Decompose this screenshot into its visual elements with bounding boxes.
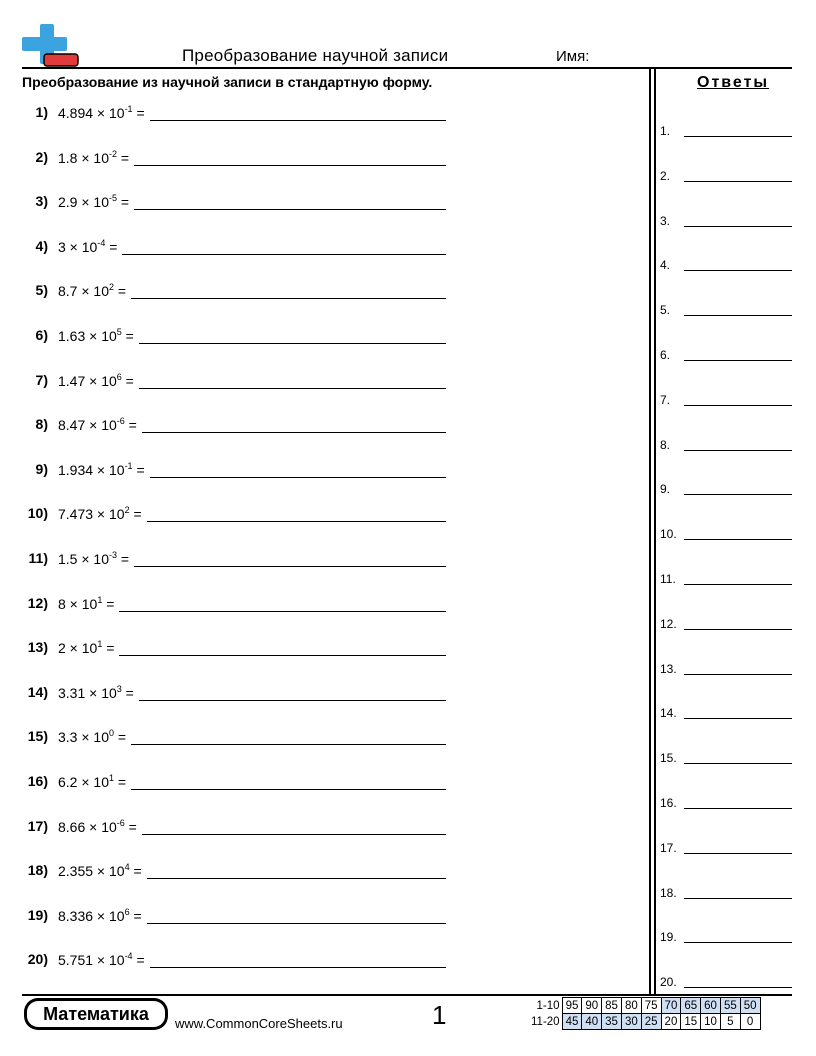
- mantissa: 8.47 × 10: [58, 417, 117, 434]
- equals-sign: =: [124, 417, 137, 434]
- exponent: -6: [116, 817, 125, 828]
- equals-sign: =: [121, 684, 134, 701]
- answer-key-blank[interactable]: [684, 315, 792, 316]
- answer-blank[interactable]: [147, 923, 446, 924]
- problem-row: [0, 550, 640, 572]
- problem-number: 12): [27, 594, 48, 611]
- column-divider: [649, 68, 651, 994]
- score-cell: 35: [602, 1014, 622, 1030]
- problem-expression: [58, 952, 145, 968]
- problem-number: 16): [27, 773, 48, 789]
- answer-number: 15.: [660, 751, 677, 766]
- score-cell: 15: [681, 1014, 701, 1030]
- problem-row: [0, 595, 640, 617]
- answer-row: [660, 482, 792, 502]
- answer-key-blank[interactable]: [684, 136, 792, 137]
- problem-expression: [58, 462, 145, 478]
- exponent: -4: [97, 237, 106, 248]
- problem-expression: [58, 283, 126, 299]
- answer-blank[interactable]: [147, 521, 446, 522]
- problem-row: [0, 372, 640, 394]
- answer-row: [660, 886, 792, 906]
- exponent: -1: [124, 460, 133, 471]
- answer-row: [660, 527, 792, 547]
- score-cell: 90: [582, 998, 602, 1014]
- score-row: [528, 998, 760, 1014]
- answer-row: [660, 796, 792, 816]
- problem-expression: [58, 551, 129, 567]
- score-cell: 80: [621, 998, 641, 1014]
- exponent: 1: [97, 639, 103, 650]
- score-cell: 0: [740, 1014, 760, 1030]
- equals-sign: =: [121, 372, 134, 389]
- equals-sign: =: [132, 461, 145, 478]
- answer-row: [660, 617, 792, 637]
- problem-expression: [58, 194, 129, 210]
- answer-blank[interactable]: [139, 700, 446, 701]
- answer-blank[interactable]: [131, 789, 446, 790]
- subject-badge: [24, 998, 168, 1030]
- answer-key-blank[interactable]: [684, 718, 792, 719]
- answer-row: [660, 751, 792, 771]
- answer-key-blank[interactable]: [684, 674, 792, 675]
- answer-blank[interactable]: [139, 388, 446, 389]
- mantissa: 2 × 10: [58, 640, 98, 657]
- mantissa: 1.8 × 10: [58, 149, 109, 166]
- exponent: -5: [109, 193, 118, 204]
- mantissa: 1.5 × 10: [58, 551, 109, 567]
- score-cell: 10: [701, 1014, 721, 1030]
- math-logo-icon: [22, 24, 80, 68]
- answer-blank[interactable]: [150, 477, 446, 478]
- problem-number: 13): [27, 639, 48, 656]
- problem-row: [0, 951, 640, 973]
- score-cell: 45: [562, 1014, 582, 1030]
- exponent: 6: [116, 371, 122, 382]
- equals-sign: =: [117, 194, 130, 211]
- answer-key-blank[interactable]: [684, 584, 792, 585]
- problem-expression: [58, 105, 145, 121]
- score-cell: 25: [641, 1014, 661, 1030]
- mantissa: 1.63 × 10: [58, 328, 117, 344]
- mantissa: 4.894 × 10: [58, 105, 125, 121]
- score-cell: 75: [641, 998, 661, 1014]
- answer-number: 1.: [660, 124, 671, 138]
- answer-key-blank[interactable]: [684, 629, 792, 630]
- exponent: 2: [124, 505, 130, 516]
- header-divider: [22, 67, 792, 69]
- answer-number: 18.: [660, 885, 677, 900]
- problem-row: [0, 282, 640, 304]
- problem-row: [0, 639, 640, 661]
- answer-number: 7.: [660, 392, 671, 407]
- mantissa: 3.3 × 10: [58, 729, 109, 746]
- problem-expression: [58, 150, 129, 166]
- answer-key-blank[interactable]: [684, 360, 792, 361]
- equals-sign: =: [117, 149, 130, 166]
- equals-sign: =: [114, 729, 127, 746]
- answer-key-blank[interactable]: [684, 808, 792, 809]
- answer-number: 16.: [660, 796, 677, 810]
- exponent: 1: [109, 773, 115, 783]
- exponent: -2: [109, 148, 118, 159]
- score-cell: 70: [661, 998, 681, 1014]
- exponent: 3: [116, 683, 122, 694]
- answer-row: [660, 975, 792, 995]
- answer-key-blank[interactable]: [684, 898, 792, 899]
- score-row-label: 1-10: [536, 999, 560, 1012]
- subject-badge-label: Математика: [27, 1001, 165, 1027]
- score-cell: 20: [661, 1014, 681, 1030]
- problem-number: 20): [27, 951, 48, 968]
- answer-blank[interactable]: [131, 744, 446, 745]
- answer-blank[interactable]: [150, 120, 446, 121]
- score-cell: 30: [621, 1014, 641, 1030]
- answer-key-blank[interactable]: [684, 987, 792, 988]
- equals-sign: =: [102, 640, 115, 657]
- answer-number: 3.: [660, 213, 671, 228]
- answer-row: [660, 841, 792, 861]
- exponent: 1: [97, 594, 103, 605]
- page-number: 1: [432, 1000, 447, 1030]
- exponent: 5: [116, 327, 122, 337]
- instructions: Преобразование из научной записи в стандартную форму.: [22, 74, 433, 90]
- answer-key-blank[interactable]: [684, 450, 792, 451]
- answer-number: 14.: [660, 706, 677, 721]
- column-divider: [654, 68, 656, 994]
- problem-row: [0, 149, 640, 171]
- problem-number: 6): [35, 327, 48, 343]
- problem-row: [0, 461, 640, 483]
- score-cell: 40: [582, 1014, 602, 1030]
- answer-number: 13.: [660, 661, 677, 676]
- answer-blank[interactable]: [131, 298, 446, 299]
- score-cell: 50: [740, 998, 760, 1014]
- answer-blank[interactable]: [142, 834, 446, 835]
- answer-blank[interactable]: [147, 878, 446, 879]
- answer-blank[interactable]: [142, 432, 446, 433]
- problem-expression: [58, 640, 114, 656]
- problem-row: [0, 728, 640, 750]
- problem-expression: [58, 328, 134, 344]
- problem-number: 5): [35, 282, 48, 299]
- mantissa: 2.9 × 10: [58, 194, 109, 211]
- problem-expression: [58, 819, 137, 835]
- mantissa: 2.355 × 10: [58, 863, 125, 880]
- equals-sign: =: [105, 238, 118, 255]
- answer-blank[interactable]: [139, 343, 446, 344]
- answer-row: [660, 438, 792, 458]
- answer-number: 11.: [660, 572, 676, 586]
- equals-sign: =: [114, 283, 127, 300]
- problem-number: 17): [27, 817, 48, 834]
- problem-number: 4): [35, 237, 48, 254]
- problem-row: [0, 818, 640, 840]
- score-row: [528, 1014, 760, 1030]
- problem-expression: [58, 373, 134, 389]
- problem-expression: [58, 908, 142, 924]
- answer-row: [660, 303, 792, 323]
- problem-row: [0, 238, 640, 260]
- answer-number: 9.: [660, 482, 671, 497]
- problem-row: [0, 907, 640, 929]
- answer-blank[interactable]: [150, 967, 446, 968]
- answers-title: Ответы: [697, 74, 770, 91]
- answer-number: 2.: [660, 168, 671, 183]
- exponent: 6: [124, 906, 130, 917]
- answer-key-blank[interactable]: [684, 539, 792, 540]
- answer-row: [660, 124, 792, 144]
- mantissa: 8.66 × 10: [58, 818, 117, 835]
- problem-number: 8): [35, 416, 48, 433]
- problem-expression: [58, 863, 142, 879]
- score-cell: 5: [720, 1014, 740, 1030]
- answer-blank[interactable]: [134, 209, 446, 210]
- problem-number: 1): [35, 104, 48, 120]
- problem-row: [0, 773, 640, 795]
- problem-number: 10): [27, 505, 48, 522]
- answer-number: 6.: [660, 348, 671, 362]
- answer-row: [660, 393, 792, 413]
- answer-number: 8.: [660, 437, 671, 452]
- website-link[interactable]: www.CommonCoreSheets.ru: [175, 1016, 343, 1031]
- equals-sign: =: [124, 818, 137, 835]
- problem-number: 19): [27, 906, 48, 923]
- problem-expression: [58, 729, 126, 745]
- exponent: -3: [109, 550, 118, 560]
- problem-row: [0, 193, 640, 215]
- exponent: -4: [124, 951, 133, 962]
- answer-row: [660, 169, 792, 189]
- answer-row: [660, 572, 792, 592]
- worksheet-title: Преобразование научной записи: [182, 46, 449, 65]
- problem-expression: [58, 596, 114, 612]
- answer-blank[interactable]: [119, 655, 446, 656]
- problem-number: 18): [27, 862, 48, 879]
- problem-expression: [58, 239, 117, 255]
- mantissa: 8.7 × 10: [58, 283, 109, 300]
- problem-row: [0, 684, 640, 706]
- problem-row: [0, 416, 640, 438]
- problem-expression: [58, 417, 137, 433]
- mantissa: 1.47 × 10: [58, 372, 117, 389]
- exponent: -6: [116, 416, 125, 427]
- equals-sign: =: [129, 506, 142, 523]
- answer-key-blank[interactable]: [684, 494, 792, 495]
- mantissa: 3 × 10: [58, 238, 98, 255]
- mantissa: 7.473 × 10: [58, 506, 125, 523]
- mantissa: 5.751 × 10: [58, 952, 125, 969]
- footer-divider: [22, 994, 792, 996]
- answer-number: 12.: [660, 616, 677, 631]
- answer-number: 10.: [660, 527, 677, 542]
- answer-blank[interactable]: [119, 611, 446, 612]
- answer-row: [660, 662, 792, 682]
- mantissa: 3.31 × 10: [58, 684, 117, 701]
- name-label: Имя:: [556, 48, 590, 65]
- answer-key-blank[interactable]: [684, 270, 792, 271]
- answer-row: [660, 930, 792, 950]
- problem-row: [0, 104, 640, 126]
- mantissa: 8.336 × 10: [58, 907, 125, 924]
- score-cell: 95: [562, 998, 582, 1014]
- equals-sign: =: [121, 328, 134, 344]
- problem-number: 3): [35, 193, 48, 210]
- problem-number: 11): [28, 550, 48, 566]
- answer-key-blank[interactable]: [684, 853, 792, 854]
- answer-number: 5.: [660, 303, 671, 318]
- problem-expression: [58, 774, 126, 790]
- problem-number: 2): [35, 148, 48, 165]
- problem-expression: [58, 506, 142, 522]
- problem-number: 9): [35, 460, 48, 477]
- score-row-label: 11-20: [531, 1015, 560, 1028]
- equals-sign: =: [129, 907, 142, 924]
- score-cell: 85: [602, 998, 622, 1014]
- equals-sign: =: [102, 595, 115, 612]
- mantissa: 1.934 × 10: [58, 461, 125, 478]
- problem-number: 15): [27, 728, 48, 745]
- answer-key-blank[interactable]: [684, 405, 792, 406]
- problem-number: 7): [35, 371, 48, 388]
- answer-number: 19.: [660, 930, 677, 945]
- answer-number: 4.: [660, 258, 671, 273]
- mantissa: 6.2 × 10: [58, 774, 109, 790]
- problem-row: [0, 327, 640, 349]
- equals-sign: =: [129, 863, 142, 880]
- answer-number: 20.: [660, 975, 677, 990]
- problem-expression: [58, 685, 134, 701]
- answer-row: [660, 214, 792, 234]
- score-cell: 55: [720, 998, 740, 1014]
- answer-row: [660, 348, 792, 368]
- exponent: 0: [109, 728, 115, 739]
- score-table: [528, 997, 761, 1030]
- mantissa: 8 × 10: [58, 595, 98, 612]
- score-cell: 65: [681, 998, 701, 1014]
- equals-sign: =: [132, 105, 145, 121]
- answer-row: [660, 258, 792, 278]
- problem-row: [0, 505, 640, 527]
- answer-row: [660, 706, 792, 726]
- problem-row: [0, 862, 640, 884]
- problem-number: 14): [27, 683, 48, 700]
- answer-blank[interactable]: [122, 254, 446, 255]
- equals-sign: =: [132, 952, 145, 969]
- equals-sign: =: [114, 774, 127, 790]
- answer-key-blank[interactable]: [684, 181, 792, 182]
- score-cell: 60: [701, 998, 721, 1014]
- answer-number: 17.: [660, 840, 677, 855]
- exponent: -1: [124, 104, 133, 114]
- answer-key-blank[interactable]: [684, 942, 792, 943]
- answer-blank[interactable]: [134, 165, 446, 166]
- equals-sign: =: [117, 551, 130, 567]
- exponent: 2: [109, 282, 115, 293]
- answer-key-blank[interactable]: [684, 763, 792, 764]
- answer-key-blank[interactable]: [684, 226, 792, 227]
- exponent: 4: [124, 862, 130, 873]
- answer-blank[interactable]: [134, 566, 446, 567]
